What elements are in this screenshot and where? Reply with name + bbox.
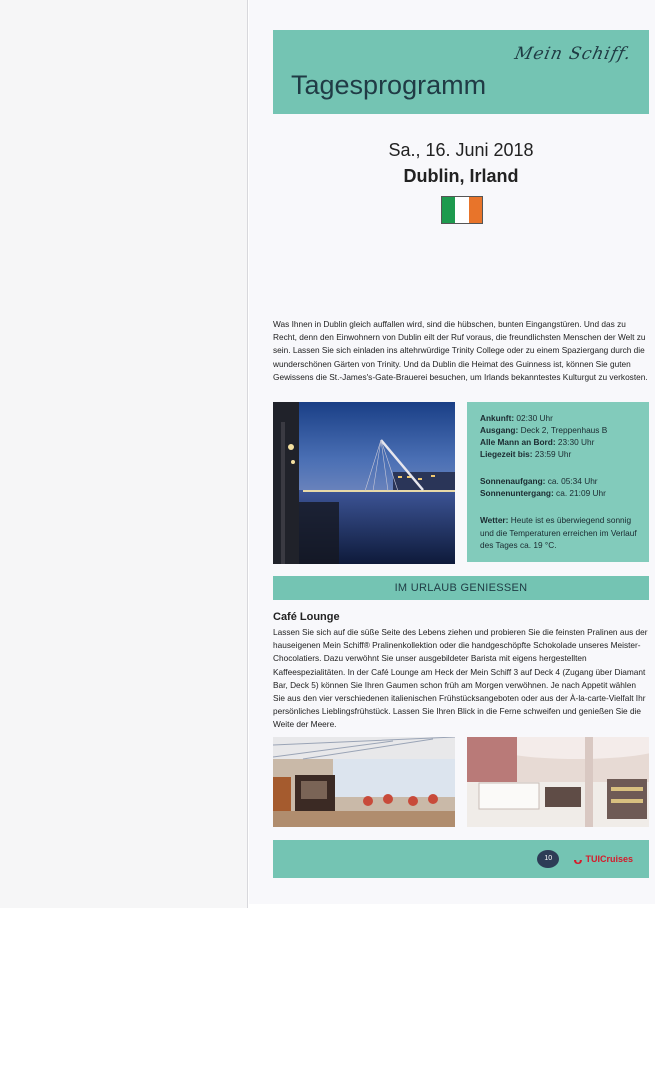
port-city: Dublin, Irland	[403, 166, 519, 186]
section-title: Café Lounge	[273, 611, 340, 623]
weather-row: Wetter: Heute ist es überwiegend sonnig und die Temperaturen erreichen im Verlauf des Tages ca. 19 °C.	[480, 515, 637, 550]
blank-scan-margin	[0, 0, 248, 908]
ireland-flag-icon	[441, 196, 483, 224]
anniversary-badge-icon: 10	[537, 850, 559, 868]
cafe-lounge-counter-photo	[467, 737, 649, 827]
brand-logo: Mein Schiff.	[512, 44, 634, 64]
dublin-bridge-photo	[273, 402, 455, 564]
program-date: Sa., 16. Juni 2018	[388, 140, 534, 160]
arrival-row: Ankunft: 02:30 Uhr	[480, 413, 553, 423]
sunrise-row: Sonnenaufgang: ca. 05:34 Uhr	[480, 476, 598, 486]
section-band-label: IM URLAUB GENIESSEN	[394, 582, 528, 594]
intro-paragraph: Was Ihnen in Dublin gleich auffallen wird, sind die hübschen, bunten Eingangstüren. Und das zu Recht, denn den Einwohnern von Dublin eilt der Ruf voraus, die freundlichsten Menschen der Welt zu sein. Lassen Sie sich einladen ins altehrwürdige Trinity College oder zu einem Spaziergang durch die wunderschönen Gärten von Trinity. Und da Dublin die Heimat des Guinness ist, können Sie guten Gewissens die St.-James's-Gate-Brauerei besuchen, um Irlands bekanntestes Kulturgut zu verkosten.	[273, 319, 648, 382]
sunset-row: Sonnenuntergang: ca. 21:09 Uhr	[480, 488, 606, 498]
all-aboard-row: Alle Mann an Bord: 23:30 Uhr	[480, 437, 595, 447]
tui-smile-icon: ᴗ	[573, 850, 583, 868]
tui-cruises-name: TUICruises	[585, 854, 633, 864]
footer-banner	[273, 840, 649, 878]
port-info-box	[467, 402, 649, 562]
header-banner	[273, 30, 649, 114]
tui-cruises-logo	[573, 851, 633, 868]
berth-time-row: Liegezeit bis: 23:59 Uhr	[480, 449, 572, 459]
exit-row: Ausgang: Deck 2, Treppenhaus B	[480, 425, 608, 435]
section-band	[273, 576, 649, 600]
footer-logos	[537, 850, 633, 868]
page-title: Tagesprogramm	[291, 70, 487, 100]
body-paragraph: Lassen Sie sich auf die süße Seite des Lebens ziehen und probieren Sie die feinsten Pralinen aus der hauseigenen Mein Schiff® Pralinenkollektion oder die handgeschöpfte Schokolade unseres Meister-Chocolatiers. Dazu verwöhnt Sie unser ausgebildeter Barista mit eigens hergestellten Kaffeespezialitäten. In der Café Lounge am Heck der Mein Schiff 3 auf Deck 4 (Zugang über Diamant Bar, Deck 5) können Sie Ihren Gaumen schon früh am Morgen verwöhnen. Je nach Appetit wählen Sie aus den vier verschiedenen italienischen Frühstücksangeboten oder aus der À-la-carte-Vielfalt Ihr persönliches Lieblingsfrühstück. Lassen Sie Ihren Blick in die Ferne schweifen und genießen Sie die Weite der Meere.	[273, 627, 648, 730]
cafe-lounge-interior-photo	[273, 737, 455, 827]
